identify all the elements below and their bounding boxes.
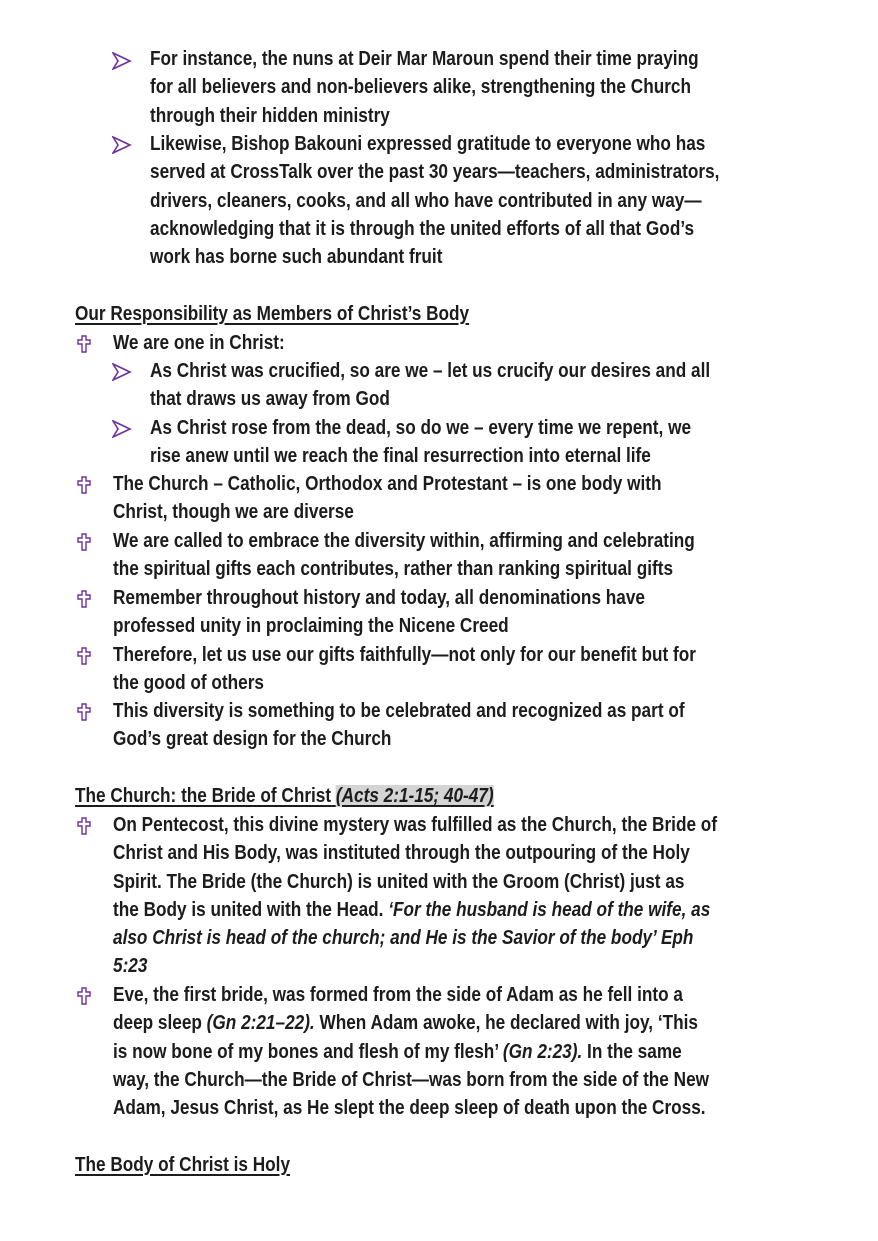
cross-bullet-icon [76, 817, 92, 835]
intro-bullet-2 [150, 130, 812, 271]
text-run: is now bone of my bones and flesh of my flesh’ [113, 1040, 503, 1063]
arrow-bullet-icon [112, 52, 132, 70]
s1-item-5 [113, 641, 791, 698]
text-line: professed unity in proclaiming the Nicene Creed [113, 615, 509, 638]
s1-item-4 [113, 584, 732, 641]
s1-item-6 [113, 697, 778, 754]
s1-sub-1 [150, 357, 801, 414]
s2-item-1 [113, 811, 815, 981]
text-line: Therefore, let us use our gifts faithfully—not only for our benefit but for [113, 644, 696, 666]
text-line: We are one in Christ: [113, 332, 285, 354]
text-line: Adam, Jesus Christ, as He slept the deep sleep of death upon the Cross. [113, 1097, 706, 1120]
scripture-quote: also Christ is head of the church; and He is the Savior of the body’ Eph [113, 927, 694, 950]
scripture-quote: 5:23 [113, 955, 148, 978]
section-heading-bride [75, 782, 494, 810]
text-run: In the same [582, 1040, 682, 1063]
text-line: Eve, the first bride, was formed from the side of Adam as he fell into a [113, 984, 683, 1006]
cross-bullet-icon [76, 987, 92, 1005]
cross-bullet-icon [76, 703, 92, 721]
s1-item-1 [113, 329, 313, 357]
s1-item-3 [113, 527, 789, 584]
text-line: We are called to embrace the diversity within, affirming and celebrating [113, 530, 695, 552]
text-line: Remember throughout history and today, all denominations have [113, 587, 645, 609]
text-line: Likewise, Bishop Bakouni expressed gratitude to everyone who has [150, 133, 706, 155]
s1-sub-2 [150, 414, 779, 471]
scripture-quote: ‘For the husband is head of the wife, as [388, 898, 711, 921]
cross-bullet-icon [76, 533, 92, 551]
section-heading-responsibility: Our Responsibility as Members of Christ’s Body [75, 303, 470, 325]
text-line: Christ, though we are diverse [113, 501, 354, 524]
text-line: the spiritual gifts each contributes, rather than ranking spiritual gifts [113, 558, 674, 581]
text-line: As Christ was crucified, so are we – let us crucify our desires and all [150, 360, 711, 382]
text-line: Spirit. The Bride (the Church) is united with the Groom (Christ) just as [113, 870, 685, 893]
text-run: When Adam awoke, he declared with joy, ‘This [314, 1012, 698, 1035]
text-line: that draws us away from God [150, 388, 390, 411]
text-line: served at CrossTalk over the past 30 years—teachers, administrators, [150, 161, 720, 184]
cross-bullet-icon [76, 335, 92, 353]
heading-text: The Church: the Bride of Christ [75, 785, 332, 807]
text-line: through their hidden ministry [150, 104, 390, 127]
text-line: Christ and His Body, was instituted through the outpouring of the Holy [113, 842, 690, 865]
text-line: As Christ rose from the dead, so do we – every time we repent, we [150, 417, 692, 439]
section-heading-holy: The Body of Christ is Holy [75, 1154, 291, 1176]
text-line: the good of others [113, 672, 264, 695]
s1-item-2 [113, 470, 751, 527]
text-line: This diversity is something to be celebrated and recognized as part of [113, 700, 685, 722]
text-line: way, the Church—the Bride of Christ—was born from the side of the New [113, 1068, 710, 1091]
cross-bullet-icon [76, 647, 92, 665]
text-line: For instance, the nuns at Deir Mar Maroun spend their time praying [150, 48, 699, 70]
text-line: work has borne such abundant fruit [150, 246, 443, 269]
text-line: drivers, cleaners, cooks, and all who have contributed in any way— [150, 189, 702, 212]
scripture-reference: (Gn 2:21–22). [206, 1012, 315, 1035]
arrow-bullet-icon [112, 136, 132, 154]
cross-bullet-icon [76, 476, 92, 494]
cross-bullet-icon [76, 590, 92, 608]
scripture-reference: (Acts 2:1-15; 40-47) [335, 785, 494, 807]
text-line: rise anew until we reach the final resurrection into eternal life [150, 445, 651, 468]
text-line [113, 1038, 709, 1066]
text-line: God’s great design for the Church [113, 728, 392, 751]
text-line [113, 1009, 709, 1037]
s2-item-2 [113, 981, 806, 1122]
text-run: deep sleep [113, 1012, 207, 1035]
arrow-bullet-icon [112, 363, 132, 381]
text-line: On Pentecost, this divine mystery was fulfilled as the Church, the Bride of [113, 814, 718, 836]
intro-bullet-1 [150, 45, 788, 130]
text-line: acknowledging that it is through the united efforts of all that God’s [150, 217, 695, 240]
text-run: the Body is united with the Head. [113, 898, 389, 921]
arrow-bullet-icon [112, 420, 132, 438]
text-line [113, 896, 717, 924]
scripture-reference: (Gn 2:23). [502, 1040, 583, 1063]
text-line: for all believers and non-believers alike, strengthening the Church [150, 76, 691, 99]
text-line: The Church – Catholic, Orthodox and Protestant – is one body with [113, 473, 662, 495]
